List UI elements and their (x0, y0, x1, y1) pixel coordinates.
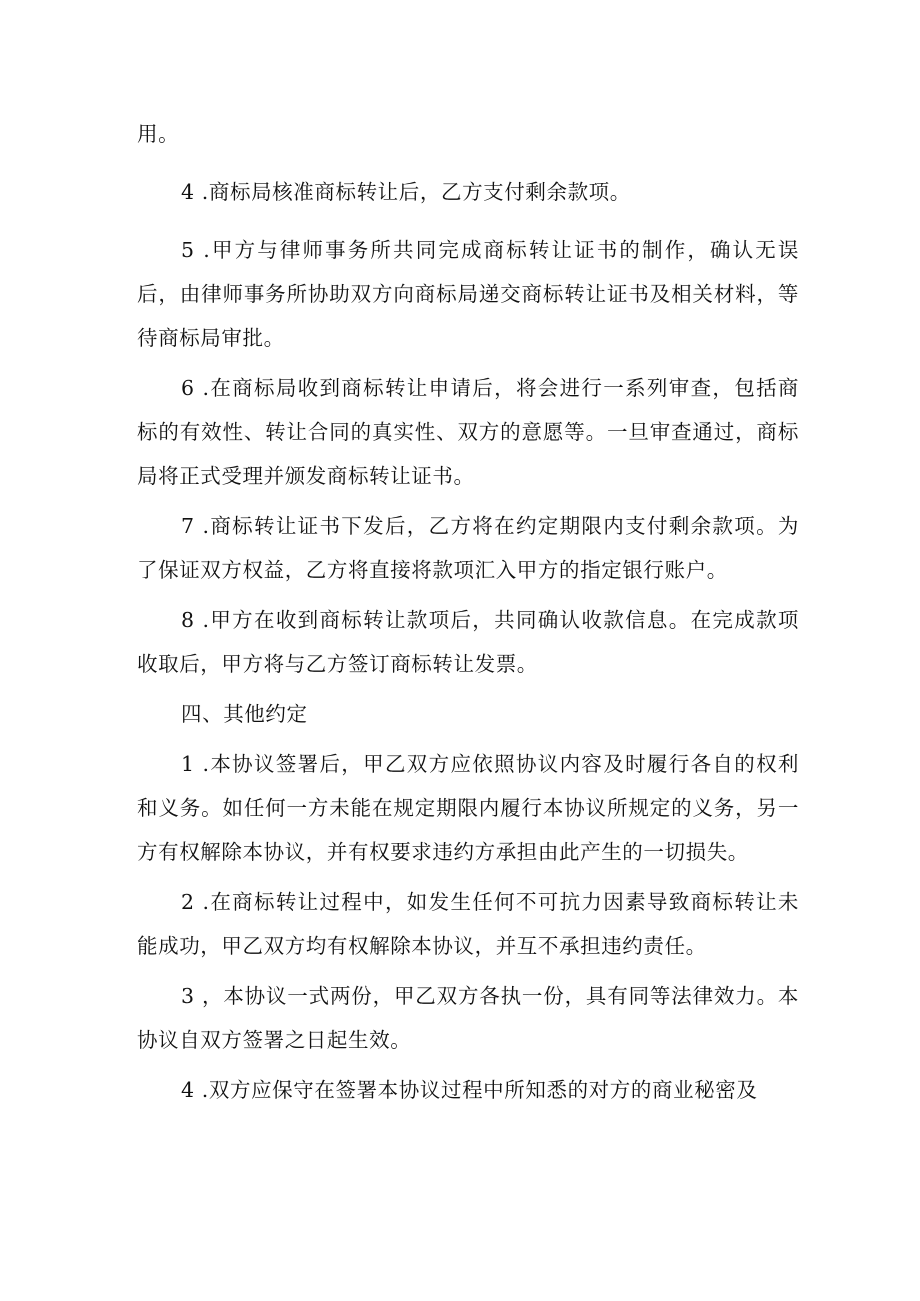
other-term-1-obligations: 1 .本协议签署后，甲乙双方应依照协议内容及时履行各自的权利和义务。如任何一方未能在规定期限内履行本协议所规定的义务，另一方有权解除本协议，并有权要求违约方承担由此产生的一切损失。 (137, 752, 799, 864)
clause-8-invoice: 8 .甲方在收到商标转让款项后，共同确认收款信息。在完成款项收取后，甲方将与乙方签订商标转让发票。 (137, 608, 799, 676)
clause-7-remaining-payment: 7 .商标转让证书下发后，乙方将在约定期限内支付剩余款项。为了保证双方权益，乙方将直接将款项汇入甲方的指定银行账户。 (137, 514, 799, 582)
other-term-4-confidentiality: 4 .双方应保守在签署本协议过程中所知悉的对方的商业秘密及 (181, 1078, 758, 1102)
other-term-2-force-majeure: 2 .在商标转让过程中，如发生任何不可抗力因素导致商标转让未能成功，甲乙双方均有权解除本协议，并互不承担违约责任。 (137, 890, 799, 958)
paragraph-continuation: 用。 (137, 122, 180, 146)
other-term-3-copies: 3 ，本协议一式两份，甲乙双方各执一份，具有同等法律效力。本协议自双方签署之日起生效。 (137, 984, 799, 1052)
clause-6-review: 6 .在商标局收到商标转让申请后，将会进行一系列审查，包括商标的有效性、转让合同的真实性、双方的意愿等。一旦审查通过，商标局将正式受理并颁发商标转让证书。 (137, 376, 799, 488)
clause-5-certificate: 5 .甲方与律师事务所共同完成商标转让证书的制作，确认无误后，由律师事务所协助双方向商标局递交商标转让证书及相关材料，等待商标局审批。 (137, 238, 799, 350)
section-heading-other-terms: 四、其他约定 (181, 702, 308, 726)
clause-4-payment: 4 .商标局核准商标转让后，乙方支付剩余款项。 (181, 180, 631, 204)
document-body (137, 112, 799, 1112)
